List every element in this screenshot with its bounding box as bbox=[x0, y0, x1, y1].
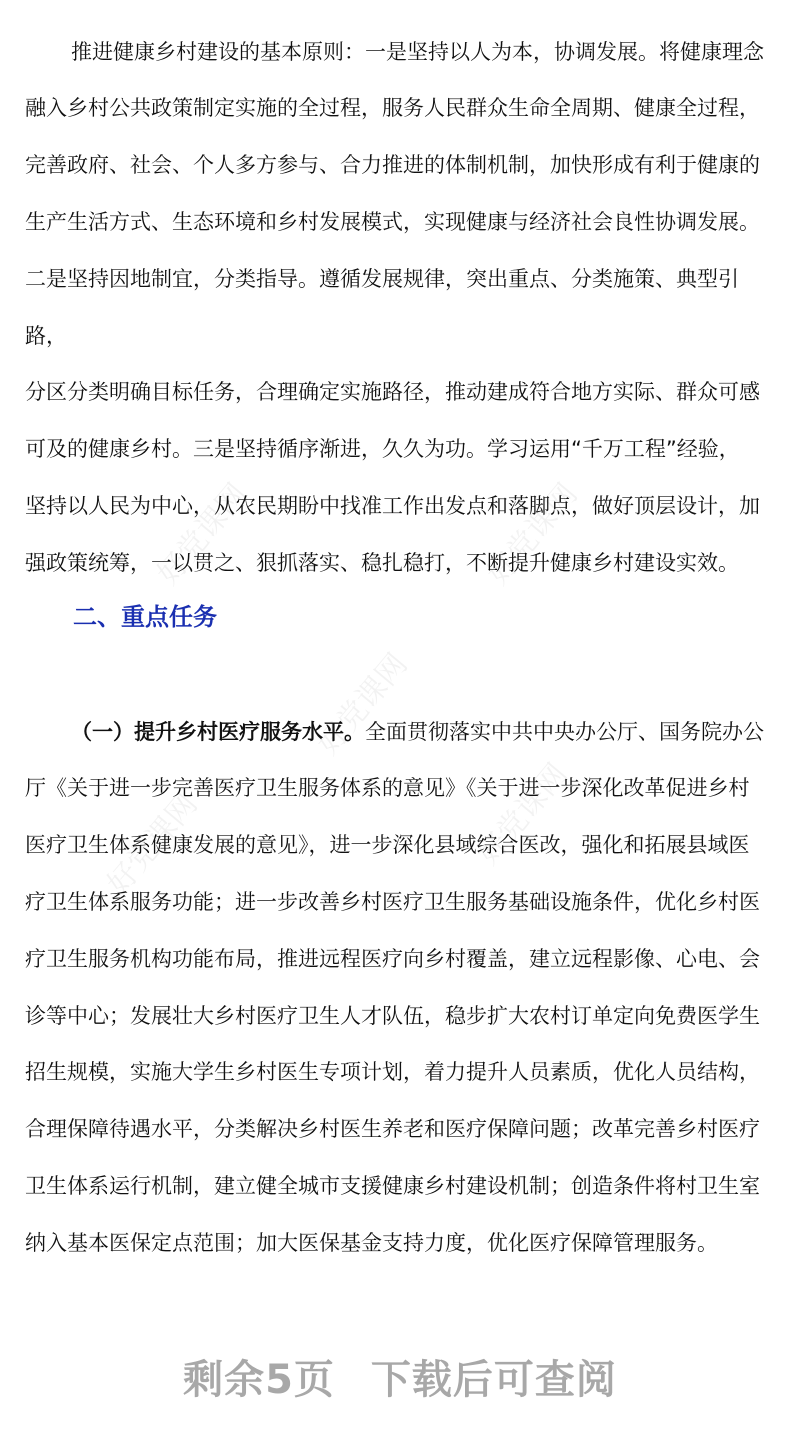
text-line: 分区分类明确目标任务，合理确定实施路径，推动建成符合地方实际、群众可感 bbox=[25, 380, 760, 405]
text-line: 可及的健康乡村。三是坚持循序渐进，久久为功。学习运用“千万工程”经验， bbox=[25, 437, 740, 462]
text-line: 推进健康乡村建设的基本原则：一是坚持以人为本，协调发展。将健康理念 bbox=[71, 39, 764, 64]
watermark: 好党课网 bbox=[470, 757, 575, 872]
text-line: 融入乡村公共政策制定实施的全过程，服务人民群众生命全周期、健康全过程， bbox=[25, 96, 760, 121]
text-span: 全面贯彻落实中共中央办公厅、国务院办公 bbox=[365, 719, 764, 744]
watermark: 好党课网 bbox=[150, 477, 255, 592]
watermark: 好党课网 bbox=[310, 647, 415, 762]
text-line: 诊等中心；发展壮大乡村医疗卫生人才队伍，稳步扩大农村订单定向免费医学生 bbox=[25, 1003, 760, 1028]
text-line: 完善政府、社会、个人多方参与、合力推进的体制机制，加快形成有利于健康的 bbox=[25, 153, 760, 178]
watermark: 好党课网 bbox=[480, 477, 585, 592]
text-line: 招生规模，实施大学生乡村医生专项计划，着力提升人员素质，优化人员结构， bbox=[25, 1060, 760, 1085]
text-line: 合理保障待遇水平，分类解决乡村医生养老和医疗保障问题；改革完善乡村医疗 bbox=[25, 1117, 760, 1142]
text-line: 厅《关于进一步完善医疗卫生服务体系的意见》《关于进一步深化改革促进乡村 bbox=[25, 776, 750, 801]
section-heading: 二、重点任务 bbox=[73, 603, 217, 631]
text-line: 疗卫生服务机构功能布局，推进远程医疗向乡村覆盖，建立远程影像、心电、会 bbox=[25, 946, 760, 971]
text-line: 生产生活方式、生态环境和乡村发展模式，实现健康与经济社会良性协调发展。 bbox=[25, 209, 760, 234]
text-line: 二是坚持因地制宜，分类指导。遵循发展规律，突出重点、分类施策、典型引路， bbox=[25, 266, 739, 348]
principles-paragraph bbox=[25, 24, 775, 592]
text-line bbox=[25, 704, 775, 761]
text-line: 疗卫生体系服务功能；进一步改善乡村医疗卫生服务基础设施条件，优化乡村医 bbox=[25, 889, 760, 914]
watermark: 好党课网 bbox=[100, 787, 205, 902]
subheading: （一）提升乡村医疗服务水平。 bbox=[71, 719, 365, 744]
text-line: 医疗卫生体系健康发展的意见》，进一步深化县域综合医改，强化和拓展县域医 bbox=[25, 833, 750, 858]
tasks-paragraph bbox=[25, 704, 775, 1272]
remaining-pages-label: 剩余5页 bbox=[183, 1357, 335, 1403]
text-line: 纳入基本医保定点范围；加大医保基金支持力度，优化医疗保障管理服务。 bbox=[25, 1230, 718, 1255]
text-line: 卫生体系运行机制，建立健全城市支援健康乡村建设机制；创造条件将村卫生室 bbox=[25, 1173, 760, 1198]
download-to-view-label[interactable]: 下载后可查阅 bbox=[370, 1357, 617, 1403]
download-prompt[interactable] bbox=[0, 1348, 800, 1405]
text-line: 强政策统筹，一以贯之、狠抓落实、稳扎稳打，不断提升健康乡村建设实效。 bbox=[25, 550, 739, 575]
text-line: 坚持以人民为中心，从农民期盼中找准工作出发点和落脚点，做好顶层设计，加 bbox=[25, 493, 760, 518]
